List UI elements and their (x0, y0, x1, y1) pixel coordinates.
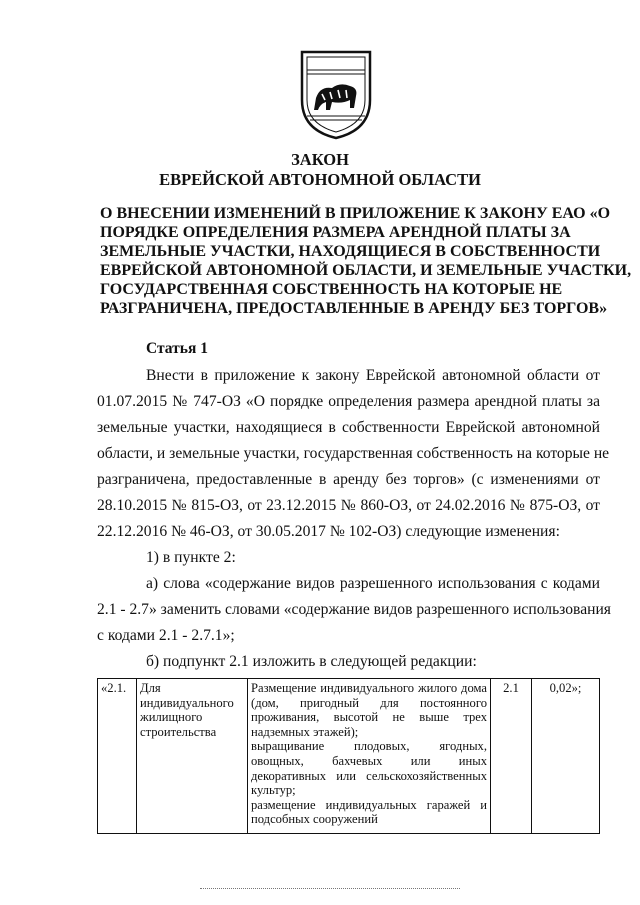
heading-line: ПОРЯДКЕ ОПРЕДЕЛЕНИЯ РАЗМЕРА АРЕНДНОЙ ПЛАТЫ ЗА (100, 224, 571, 241)
table-row (98, 679, 600, 834)
row-name: Для индивидуального жилищного строительства (137, 679, 248, 834)
article-line: разграничена, предоставленные в аренду без торгов» (с изменениями от (97, 471, 600, 488)
row-description (248, 679, 491, 834)
heading-line: ЕВРЕЙСКОЙ АВТОНОМНОЙ ОБЛАСТИ, И ЗЕМЕЛЬНЫЕ УЧАСТКИ, (100, 262, 632, 279)
row-number: «2.1. (98, 679, 137, 834)
heading-line: О ВНЕСЕНИИ ИЗМЕНЕНИЙ В ПРИЛОЖЕНИЕ К ЗАКОНУ ЕАО «О (100, 205, 611, 222)
heading-line: ГОСУДАРСТВЕННАЯ СОБСТВЕННОСТЬ НА КОТОРЫЕ НЕ (100, 281, 563, 298)
law-region: ЕВРЕЙСКОЙ АВТОНОМНОЙ ОБЛАСТИ (159, 170, 481, 189)
description-part: выращивание плодовых, ягодных, овощных, бахчевых или иных декоративных или сельскохозяйственных культур; (251, 739, 487, 798)
item-1: 1) в пункте 2: (146, 549, 236, 566)
land-use-table (97, 678, 600, 834)
article-line: области, и земельные участки, государственная собственность на которые не (97, 445, 610, 462)
article-line: Внести в приложение к закону Еврейской автономной области от (146, 367, 600, 384)
heading-line: ЗЕМЕЛЬНЫЕ УЧАСТКИ, НАХОДЯЩИЕСЯ В СОБСТВЕННОСТИ (100, 243, 601, 260)
law-heading (100, 204, 632, 318)
page-footer-divider (200, 888, 460, 889)
article-line: земельные участки, находящиеся в собственности Еврейской автономной (97, 419, 600, 436)
article-line: 28.10.2015 № 815-ОЗ, от 23.12.2015 № 860-ОЗ, от 24.02.2016 № 875-ОЗ, от (97, 497, 600, 514)
row-code: 2.1 (491, 679, 532, 834)
article-line: 01.07.2015 № 747-ОЗ «О порядке определения размера арендной платы за (97, 393, 600, 410)
description-part: размещение индивидуальных гаражей и подсобных сооружений (251, 797, 487, 827)
article-line: 22.12.2016 № 46-ОЗ, от 30.05.2017 № 102-ОЗ) следующие изменения: (97, 523, 560, 540)
coat-of-arms-graphic (298, 48, 374, 140)
description-part: Размещение индивидуального жилого дома (дом, пригодный для постоянного проживания, высотой не выше трех надземных этажей); (251, 681, 487, 739)
heading-line: РАЗГРАНИЧЕНА, ПРЕДОСТАВЛЕННЫЕ В АРЕНДУ БЕЗ ТОРГОВ» (100, 300, 608, 317)
coat-of-arms (298, 48, 374, 140)
law-title: ЗАКОН (291, 150, 349, 169)
row-rate: 0,02»; (532, 679, 600, 834)
item-1b: б) подпункт 2.1 изложить в следующей редакции: (146, 653, 477, 670)
article-line: 2.1 - 2.7» заменить словами «содержание видов разрешенного использования (97, 601, 611, 618)
article-title: Статья 1 (146, 340, 208, 357)
item-1a: а) слова «содержание видов разрешенного использования с кодами (146, 575, 600, 592)
article-line: с кодами 2.1 - 2.7.1»; (97, 627, 235, 644)
